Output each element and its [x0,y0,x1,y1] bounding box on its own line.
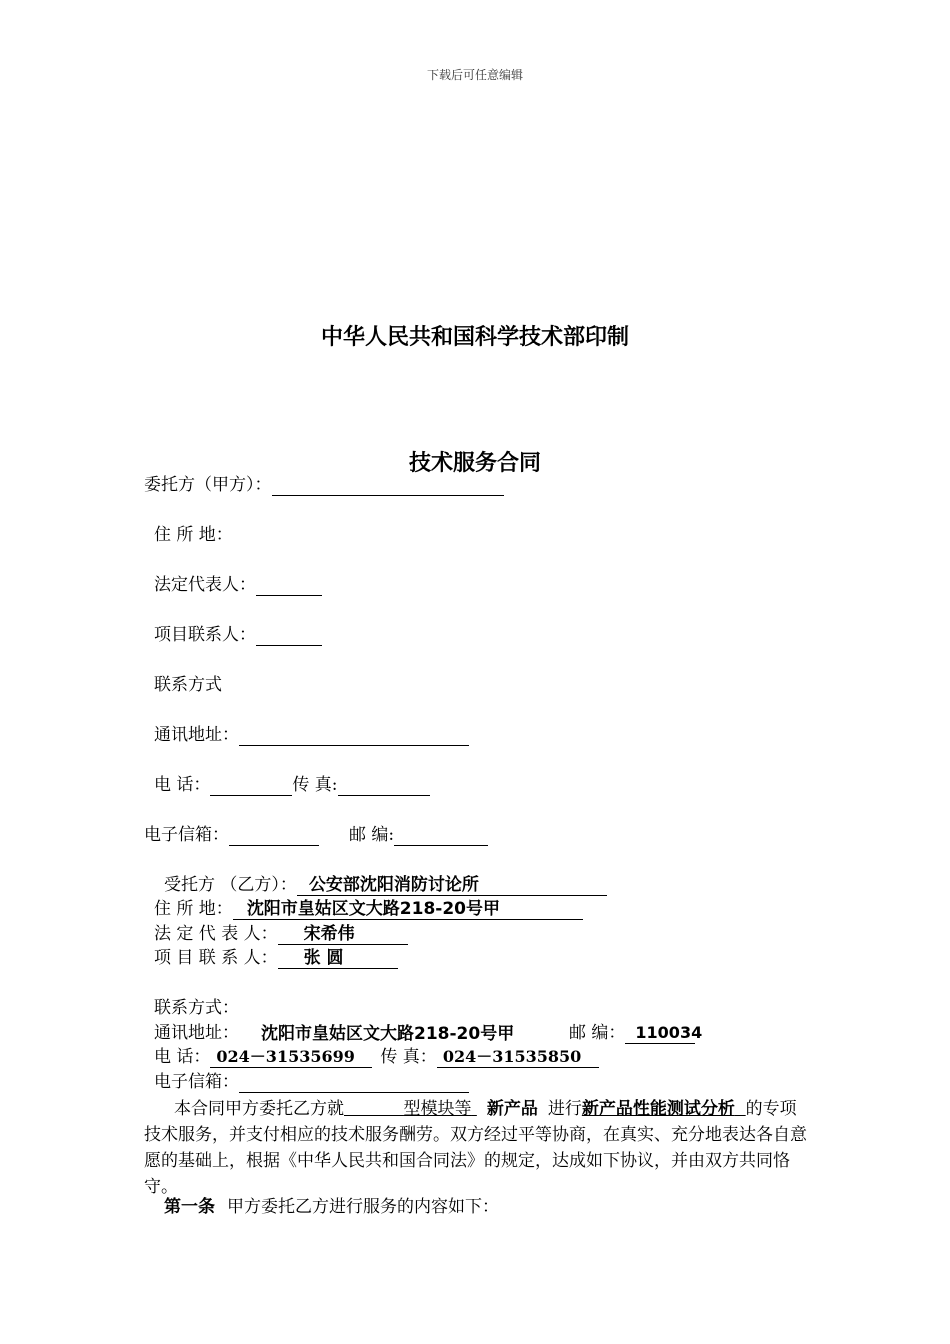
party-a-contact-method-row [154,674,222,696]
party-a-contact-blank [256,627,322,646]
party-b-email-row [154,1071,469,1093]
party-b-email-label: 电子信箱： [154,1072,239,1092]
party-b-legal-rep-value: 宋希伟 [278,924,408,945]
party-b-email-blank [239,1074,469,1093]
body-service-text: 新产品性能测试分析 [581,1099,735,1119]
party-a-phone-row [154,774,430,796]
party-b-address-row [154,898,583,920]
party-a-phone-label: 电 话： [154,775,211,795]
party-a-client-blank [272,477,504,496]
party-b-trustee-row [164,874,607,896]
party-a-mail-address-label: 通讯地址： [154,725,239,745]
party-a-email-row [144,824,488,846]
party-a-legal-rep-row [154,574,322,596]
body-intro-text: 本合同甲方委托乙方就 [174,1099,344,1119]
party-b-contact-method-row [154,997,239,1019]
party-b-postcode-value: 110034 [625,1023,695,1044]
party-a-postcode-blank [394,827,488,846]
party-a-email-blank [229,827,319,846]
party-a-email-label: 电子信箱： [144,825,229,845]
party-b-fax-value: 024－31535850 [437,1047,599,1068]
party-a-client-row [144,474,504,496]
party-b-postcode-label: 邮 编： [569,1023,626,1043]
party-b-contact-row [154,947,398,969]
party-a-contact-row [154,624,322,646]
party-a-mail-address-blank [239,727,469,746]
party-b-contact-method-label: 联系方式： [154,998,239,1018]
party-a-legal-rep-blank [256,577,322,596]
party-b-phone-value: 024－31535699 [210,1047,372,1068]
party-b-legal-rep-label: 法 定 代 表 人： [154,924,278,944]
article-1-row [164,1196,499,1218]
article-1-label: 第一条 [164,1197,215,1217]
party-b-mail-address-row [154,1022,703,1044]
party-b-contact-value: 张 圆 [278,948,398,969]
party-a-address-row [154,524,233,546]
party-a-phone-blank [210,777,292,796]
party-b-phone-label: 电 话： [154,1047,211,1067]
party-b-mail-address-label: 通讯地址： [154,1023,239,1043]
party-a-fax-blank [338,777,430,796]
party-a-postcode-label: 邮 编: [349,825,395,845]
body-model-text: 型模块等 [403,1099,472,1119]
body-model-blank [344,1099,477,1119]
contract-body-paragraph [144,1096,810,1200]
party-b-trustee-value: 公安部沈阳消防讨论所 [297,875,607,896]
party-a-contact-method-label: 联系方式 [154,675,222,695]
party-b-phone-row [154,1046,599,1068]
article-1-text: 甲方委托乙方进行服务的内容如下： [227,1197,499,1217]
party-b-legal-rep-row [154,923,408,945]
body-conduct-text: 进行 [547,1099,582,1119]
party-b-fax-label: 传 真： [380,1047,437,1067]
party-a-fax-label: 传 真: [292,775,338,795]
header-note: 下载后可任意编辑 [426,68,523,82]
party-b-address-value: 沈阳市皇姑区文大路218-20号甲 [233,899,583,920]
ministry-title: 中华人民共和国科学技术部印制 [320,325,629,350]
party-b-contact-label: 项 目 联 系 人： [154,948,278,968]
party-a-mail-address-row [154,724,469,746]
party-b-trustee-label: 受托方 （乙方）： [164,875,297,895]
body-remaining-text: 的专项技术服务，并支付相应的技术服务酬劳。双方经过平等协商，在真实、充分地表达各自意愿的基础上，根据《中华人民共和国合同法》的规定，达成如下协议，并由双方共同恪守。 [144,1099,807,1197]
body-product-text: 新产品 [486,1099,538,1119]
party-b-mail-address-value: 沈阳市皇姑区文大路218-20号甲 [261,1024,515,1044]
party-b-address-label: 住 所 地： [154,899,233,919]
party-a-client-label: 委托方（甲方）： [144,475,272,495]
party-a-contact-label: 项目联系人： [154,625,256,645]
contract-title: 技术服务合同 [408,451,541,476]
party-a-address-label: 住 所 地： [154,525,233,545]
party-a-legal-rep-label: 法定代表人： [154,575,256,595]
